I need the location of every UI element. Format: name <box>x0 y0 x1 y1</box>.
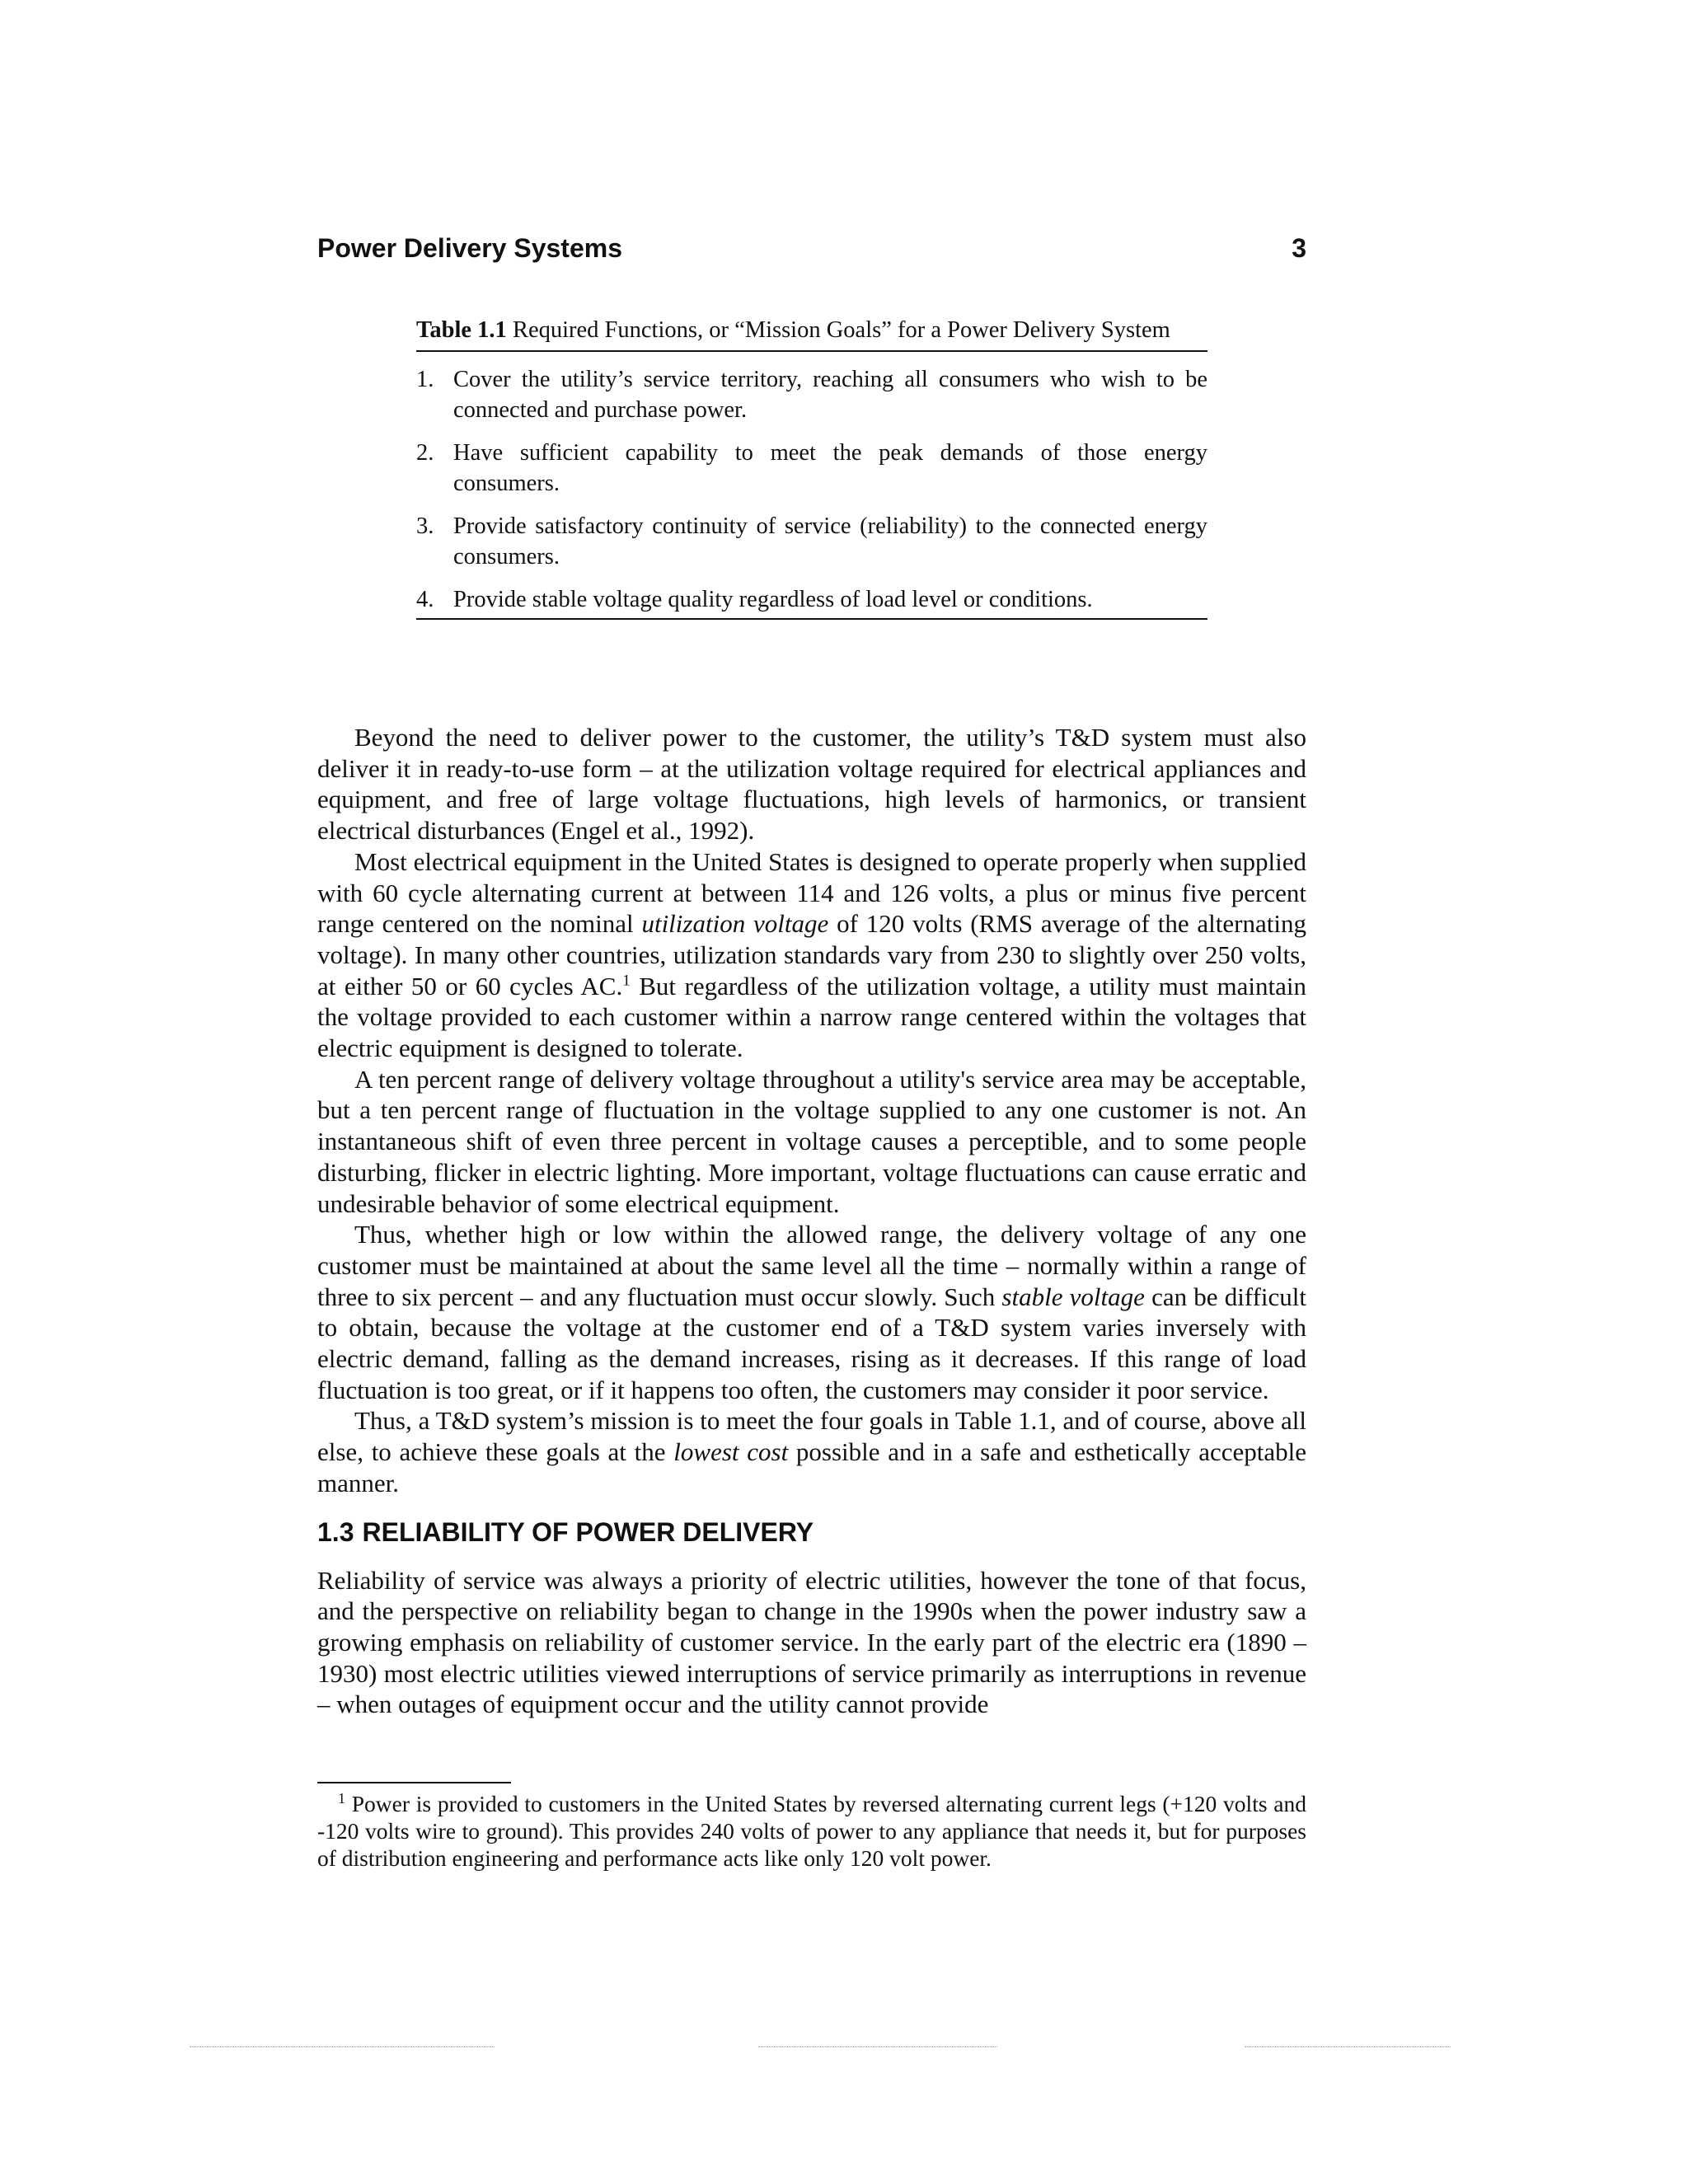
footnote-marker: 1 <box>338 1789 345 1807</box>
scan-artifact <box>1245 2046 1451 2047</box>
table-item-number: 3. <box>416 513 434 539</box>
body-text <box>317 722 1306 1720</box>
scan-artifact <box>758 2046 997 2047</box>
section-number: 1.3 <box>317 1516 354 1547</box>
table-item-text: Provide stable voltage quality regardless of load level or conditions. <box>453 587 1093 612</box>
section-heading <box>317 1516 1306 1549</box>
table-item-number: 4. <box>416 587 434 612</box>
table-label: Table 1.1 <box>416 317 507 343</box>
term-stable-voltage: stable voltage <box>1001 1282 1145 1311</box>
footnote-rule <box>317 1782 511 1783</box>
table-item-text: Provide satisfactory continuity of service (reliability) to the connected energy consumers. <box>453 513 1207 569</box>
paragraph-voltage-range: A ten percent range of delivery voltage throughout a utility's service area may be acceptable, but a ten percent range of fluctuation in the voltage supplied to any one customer is not. An instantaneous shift of even three percent in voltage causes a perceptible, and to some people disturbing, flicker in electric lighting. More important, voltage fluctuations can cause erratic and undesirable behavior of some electrical equipment. <box>317 1064 1306 1218</box>
table-item-number: 1. <box>416 367 434 392</box>
table-item-text: Have sufficient capability to meet the peak demands of those energy consumers. <box>453 440 1207 496</box>
page-number: 3 <box>1292 233 1306 263</box>
table-item <box>416 511 1207 572</box>
table-item-number: 2. <box>416 440 434 466</box>
table-item-text: Cover the utility’s service territory, reaching all consumers who wish to be connected and purchase power. <box>453 367 1207 423</box>
table-item <box>416 364 1207 425</box>
paragraph-utilization-voltage: Most electrical equipment in the United States is designed to operate properly when supplied with 60 cycle alternating current at between 114 and 126 volts, a plus or minus five percent range centered on the nominal utilization voltage of 120 volts (RMS average of the alternating voltage). In many other countries, utilization standards vary from 230 to slightly over 250 volts, at either 50 or 60 cycles AC.$^1$ But regardless of the utilization voltage, a utility must maintain the voltage provided to each customer within a narrow range centered within the voltages that electric equipment is designed to tolerate. <box>317 846 1306 1063</box>
table-items <box>416 364 1207 620</box>
paragraph-reliability: Reliability of service was always a priority of electric utilities, however the tone of that focus, and the perspective on reliability began to change in the 1990s when the power industry saw a growing emphasis on reliability of customer service. In the early part of the electric era (1890 – 1930) most electric utilities viewed interruptions of service primarily as interruptions in revenue – when outages of equipment occur and the utility cannot provide <box>317 1565 1306 1719</box>
paragraph-delivery-form: Beyond the need to deliver power to the customer, the utility’s T&D system must also deliver it in ready-to-use form – at the utilization voltage required for electrical appliances and equipment, and free of large voltage fluctuations, high levels of harmonics, or transient electrical disturbances (Engel et al., 1992). <box>317 723 1306 846</box>
footnote-reference[interactable]: 1 <box>622 972 631 990</box>
table-item <box>416 584 1207 618</box>
running-head-title: Power Delivery Systems <box>317 233 622 263</box>
paragraph-mission: Thus, a T&D system’s mission is to meet the four goals in Table 1.1, and of course, above all else, to achieve these goals at the lowest cost possible and in a safe and esthetically acceptable manner. <box>317 1406 1306 1497</box>
section-title: RELIABILITY OF POWER DELIVERY <box>362 1516 814 1547</box>
paragraph-stable-voltage: Thus, whether high or low within the allowed range, the delivery voltage of any one customer must be maintained at about the same level all the time – normally within a range of three to six percent – and any fluctuation must occur slowly. Such stable voltage can be difficult to obtain, because the voltage at the customer end of a T&D system varies inversely with electric demand, falling as the demand increases, rising as it decreases. If this range of load fluctuation is too great, or if it happens too often, the customers may consider it poor service. <box>317 1220 1306 1404</box>
term-lowest-cost: lowest cost <box>673 1437 789 1467</box>
term-utilization-voltage: utilization voltage <box>641 909 829 939</box>
table-1-1 <box>416 315 1207 620</box>
table-caption-text: Required Functions, or “Mission Goals” for a Power Delivery System <box>506 317 1170 343</box>
footnote <box>317 1790 1306 1872</box>
footnote-text: Power is provided to customers in the United States by reversed alternating current legs (+120 volts and -120 volts wire to ground). This provides 240 volts of power to any appliance that needs it, but for purposes of distribution engineering and performance acts like only 120 volt power. <box>317 1791 1306 1871</box>
running-head <box>317 233 1306 274</box>
scan-artifact <box>190 2046 495 2047</box>
table-item <box>416 438 1207 499</box>
table-caption <box>416 315 1207 352</box>
